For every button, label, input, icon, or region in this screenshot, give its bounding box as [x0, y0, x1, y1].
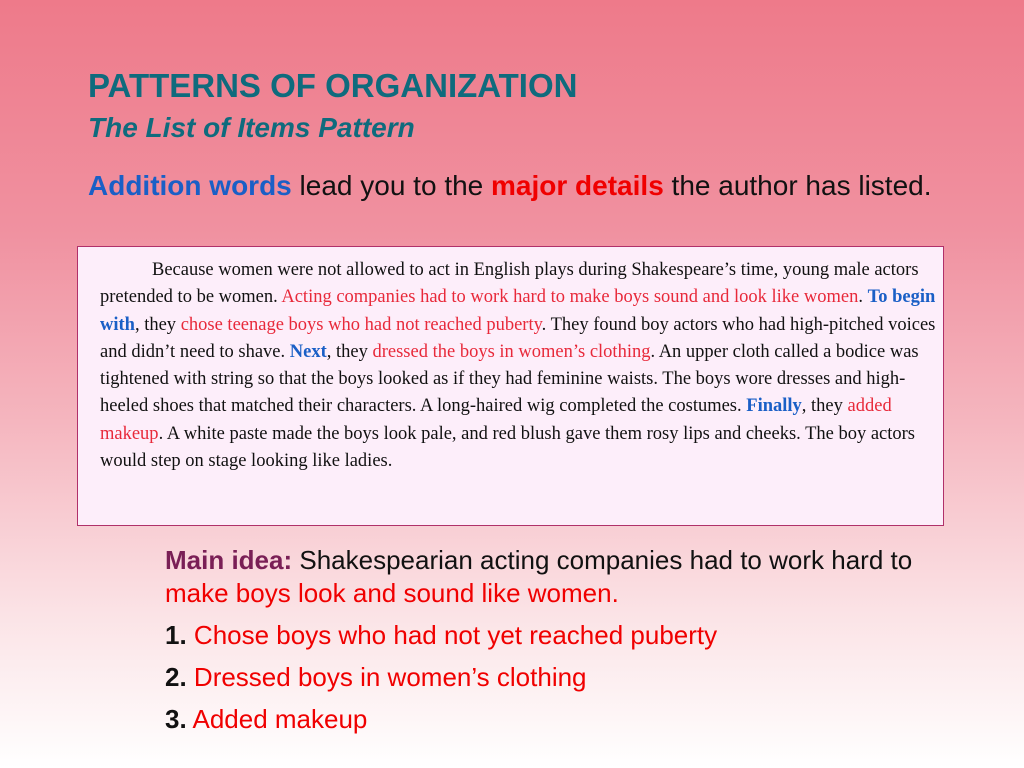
list-item-number: 3.	[165, 704, 187, 734]
main-idea-label: Main idea:	[165, 545, 293, 575]
major-detail: dressed the boys in women’s clothing	[372, 341, 651, 362]
passage-text: , they	[326, 341, 373, 362]
example-passage-box	[77, 246, 944, 526]
main-idea-statement	[165, 544, 945, 610]
list-item	[165, 661, 945, 694]
list-item-number: 1.	[165, 620, 187, 650]
passage-text: Because women were not allowed to act in English plays during Shakespeare’s time, young male actors pretended to be women.	[100, 260, 919, 308]
major-details-term: major details	[491, 170, 664, 201]
slide-subtitle: The List of Items Pattern	[88, 112, 415, 143]
slide-title: PATTERNS OF ORGANIZATION	[88, 67, 578, 104]
passage-text: . They found boy actors who had high-pitched voices and didn’t need to shave.	[100, 314, 936, 362]
passage-text: , they	[801, 396, 848, 417]
passage-text: . An upper cloth called a bodice was tightened with string so that the boys looked as if they had feminine waists. The boys wore dresses and high-heeled shoes that matched their characters. A long-haired wig completed the costumes.	[100, 341, 919, 417]
main-idea-highlight: make boys look and sound like women.	[165, 578, 619, 608]
intro-text-1: lead you to the	[291, 170, 492, 201]
list-item-text: Dressed boys in women’s clothing	[186, 662, 587, 692]
list-item	[165, 619, 945, 652]
passage-paragraph	[100, 257, 939, 475]
summary-section	[165, 544, 945, 736]
major-detail: added makeup	[100, 396, 892, 444]
main-idea-text: Shakespearian acting companies had to work hard to	[292, 545, 913, 575]
passage-text: , they	[134, 314, 181, 335]
addition-words-term: Addition words	[88, 170, 292, 201]
major-detail: chose teenage boys who had not reached puberty	[180, 314, 542, 335]
list-item-text: Added makeup	[186, 704, 368, 734]
transition-word: Next	[289, 341, 327, 362]
transition-word: To begin with	[100, 287, 936, 335]
passage-main-idea: Acting companies had to work hard to make boys sound and look like women	[281, 287, 859, 308]
intro-text-2: the author has listed.	[663, 170, 932, 201]
list-item-number: 2.	[165, 662, 187, 692]
passage-text: . A white paste made the boys look pale, and red blush gave them rosy lips and cheeks. The boy actors would step on stage looking like ladies.	[100, 423, 916, 472]
list-item	[165, 703, 945, 736]
intro-statement	[88, 168, 968, 203]
passage-text: .	[858, 287, 868, 308]
list-item-text: Chose boys who had not yet reached puberty	[186, 620, 718, 650]
transition-word: Finally	[746, 396, 802, 417]
